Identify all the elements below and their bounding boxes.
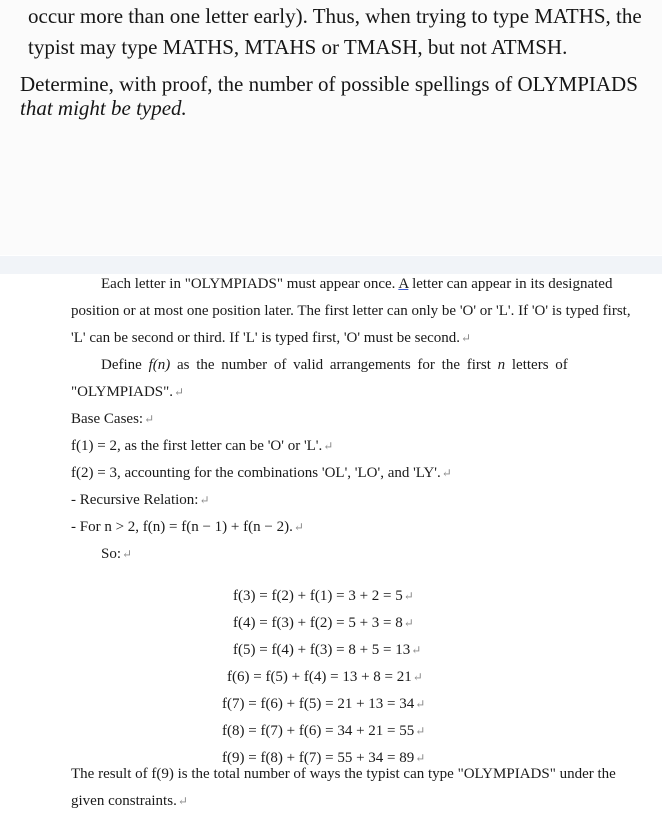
problem-line-1: occur more than one letter early). Thus, when trying to type MATHS, the — [28, 4, 642, 28]
result-line-2: given constraints.↵ — [71, 793, 188, 809]
equation-f6: f(6) = f(5) + f(4) = 13 + 8 = 21↵ — [227, 669, 423, 685]
recursive-heading: - Recursive Relation:↵ — [71, 492, 210, 508]
base-case-f2: f(2) = 3, accounting for the combinations 'OL', 'LO', and 'LY'.↵ — [71, 465, 452, 481]
solution-document — [0, 274, 662, 814]
section-divider — [0, 256, 662, 274]
equation-f5: f(5) = f(4) + f(3) = 8 + 5 = 13↵ — [233, 642, 422, 658]
para1-line1: Each letter in "OLYMPIADS" must appear once. A letter can appear in its designated — [101, 276, 613, 292]
problem-statement-scan — [0, 0, 662, 255]
recursive-relation: - For n > 2, f(n) = f(n − 1) + f(n − 2).↵ — [71, 519, 304, 535]
paragraph-return-mark: ↵ — [461, 331, 472, 345]
equation-f3: f(3) = f(2) + f(1) = 3 + 2 = 5↵ — [233, 588, 414, 604]
problem-line-3: Determine, with proof, the number of possible spellings of OLYMPIADS — [20, 72, 638, 96]
para2-line2: "OLYMPIADS".↵ — [71, 384, 185, 400]
base-cases-heading: Base Cases:↵ — [71, 411, 155, 427]
underlined-article: A — [398, 276, 409, 292]
equation-f7: f(7) = f(6) + f(5) = 21 + 13 = 34↵ — [222, 696, 426, 712]
para1-line2: position or at most one position later. The first letter can only be 'O' or 'L'. If 'O' is typed first, — [71, 303, 631, 319]
base-case-f1: f(1) = 2, as the first letter can be 'O' or 'L'.↵ — [71, 438, 334, 454]
problem-line-4: that might be typed. — [20, 96, 187, 120]
equation-f9: f(9) = f(8) + f(7) = 55 + 34 = 89↵ — [222, 750, 426, 766]
equation-f4: f(4) = f(3) + f(2) = 5 + 3 = 8↵ — [233, 615, 414, 631]
result-line-1: The result of f(9) is the total number of ways the typist can type "OLYMPIADS" under the — [71, 766, 616, 782]
equation-f8: f(8) = f(7) + f(6) = 34 + 21 = 55↵ — [222, 723, 426, 739]
problem-line-2: typist may type MATHS, MTAHS or TMASH, but not ATMSH. — [28, 35, 568, 59]
so-label: So:↵ — [101, 546, 133, 562]
para1-line3: 'L' can be second or third. If 'L' is typed first, 'O' must be second.↵ — [71, 330, 472, 346]
para2-line1: Define f(n) as the number of valid arrangements for the first n letters of — [101, 357, 568, 373]
